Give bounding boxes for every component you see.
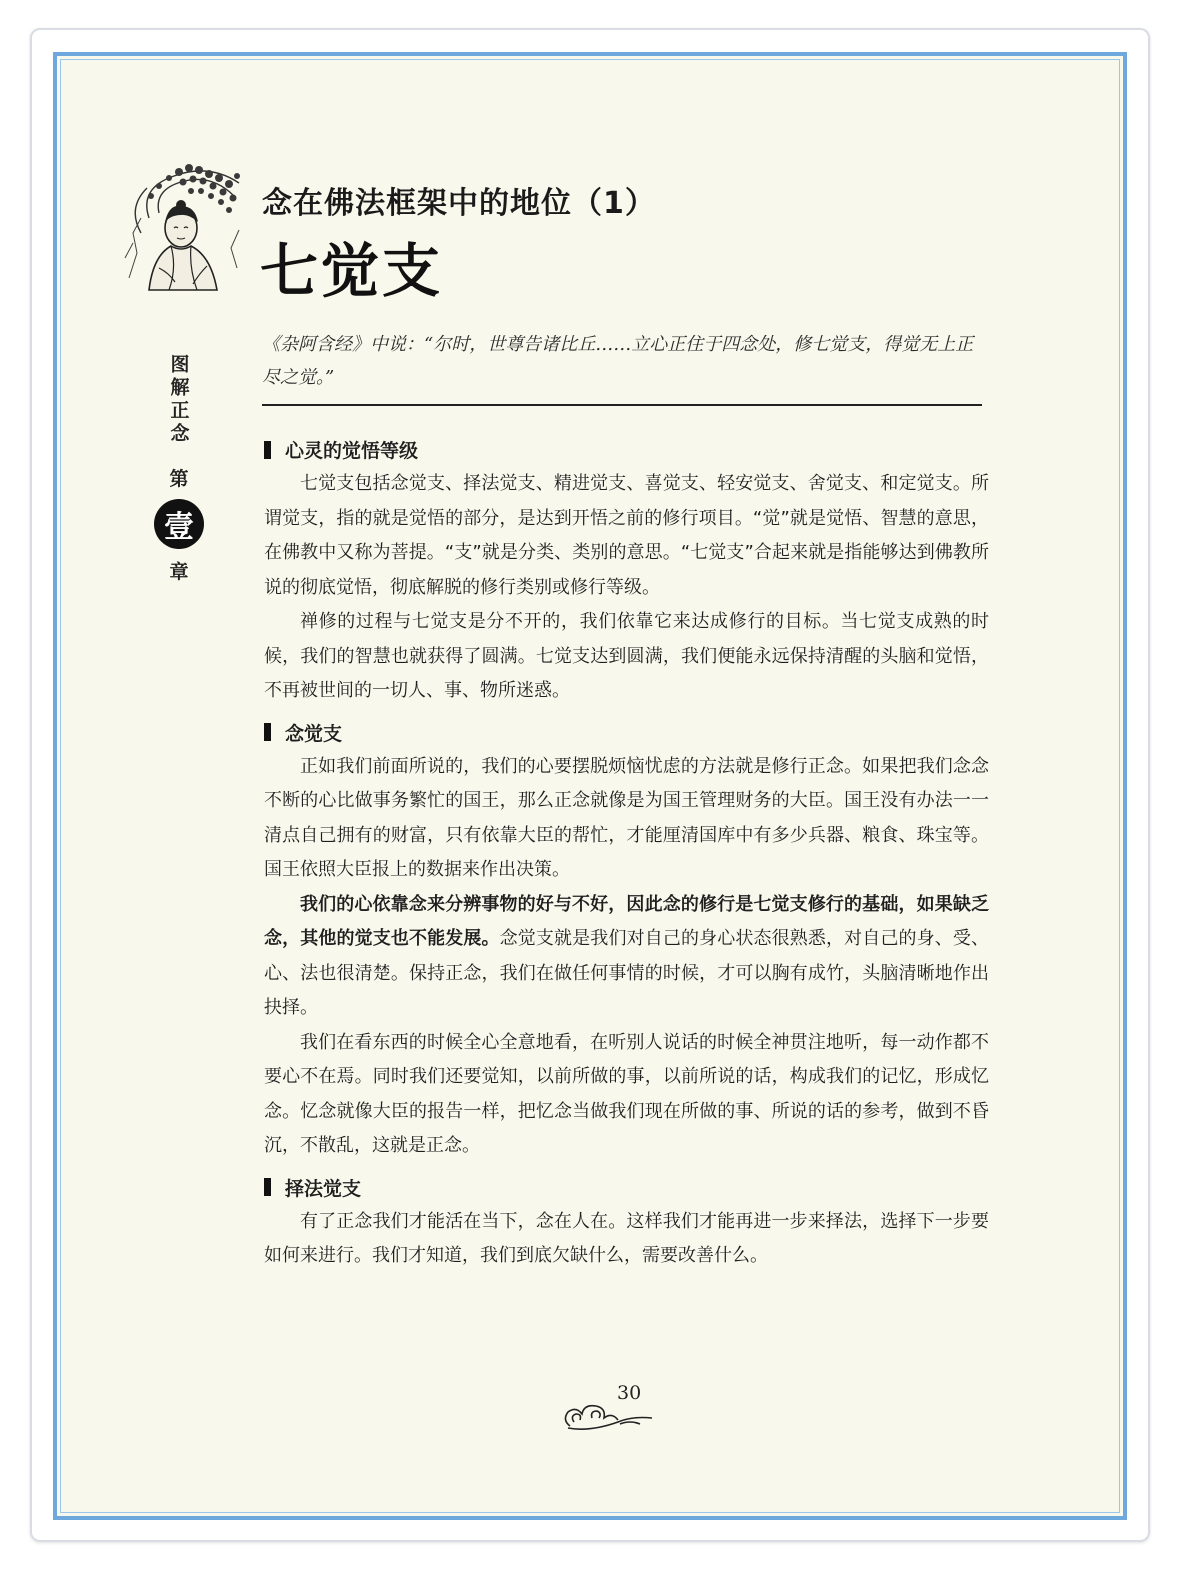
book-title-vertical: 图解正念 xyxy=(167,354,190,446)
heading-bar-icon xyxy=(264,723,271,741)
section-awakening-levels xyxy=(264,436,989,709)
chapter-prefix: 第 xyxy=(169,468,189,490)
chapter-number-badge: 壹 xyxy=(154,499,204,549)
scripture-quote: 《杂阿含经》中说：“尔时，世尊告诸比丘……立心正住于四念处，修七觉支，得觉无上正尽之觉。” xyxy=(262,334,974,388)
section-heading-text: 念觉支 xyxy=(285,722,343,745)
paragraph-rest: 念觉支就是我们对自己的身心状态很熟悉，对自己的身、受、心、法也很清楚。保持正念，我们在做任何事情的时候，才可以胸有成竹，头脑清晰地作出抉择。 xyxy=(264,928,990,1018)
heading-bar-icon xyxy=(264,1178,271,1196)
paragraph: 我们在看东西的时候全心全意地看，在听别人说话的时候全神贯注地听，每一动作都不要心不在焉。同时我们还要觉知，以前所做的事，以前所说的话，构成我们的记忆，形成忆念。忆念就像大臣的报告一样，把忆念当做我们现在所做的事、所说的话的参考，做到不昏沉，不散乱，这就是正念。 xyxy=(264,1031,989,1156)
divider xyxy=(262,404,982,406)
main-content xyxy=(264,436,989,1284)
section-heading xyxy=(264,719,989,746)
chapter-side-label xyxy=(165,354,193,584)
paragraph: 有了正念我们才能活在当下，念在人在。这样我们才能再进一步来择法，选择下一步要如何来进行。我们才知道，我们到底欠缺什么，需要改善什么。 xyxy=(264,1210,989,1266)
section-mindfulness-factor xyxy=(264,719,989,1164)
section-heading xyxy=(264,1174,989,1201)
page-number: 30 xyxy=(617,1382,642,1404)
section-investigation-factor xyxy=(264,1174,989,1274)
emphasis-paragraph xyxy=(264,888,989,1026)
section-title: 七觉支 xyxy=(260,237,444,305)
buddha-figure-illustration xyxy=(119,158,249,293)
paragraph: 七觉支包括念觉支、择法觉支、精进觉支、喜觉支、轻安觉支、舍觉支、和定觉支。所谓觉支，指的就是觉悟的部分，是达到开悟之前的修行项目。“觉”就是觉悟、智慧的意思，在佛教中又称为菩提。“支”就是分类、类别的意思。“七觉支”合起来就是指能够达到佛教所说的彻底觉悟，彻底解脱的修行类别或修行等级。 xyxy=(264,473,989,598)
book-page xyxy=(53,52,1127,1520)
auspicious-cloud-ornament xyxy=(560,1398,655,1436)
chapter-suffix: 章 xyxy=(169,561,189,583)
section-subtitle: 念在佛法框架中的地位（1） xyxy=(262,186,656,221)
section-heading xyxy=(264,436,989,463)
section-heading-text: 心灵的觉悟等级 xyxy=(285,440,419,462)
emphasis-text: 我们的心依靠念来分辨事物的好与不好，因此念的修行是七觉支修行的基础，如果缺乏念，其他的觉支也不能发展。 xyxy=(264,893,989,949)
section-heading-text: 择法觉支 xyxy=(285,1177,362,1200)
heading-bar-icon xyxy=(264,441,271,459)
paragraph: 正如我们前面所说的，我们的心要摆脱烦恼忧虑的方法就是修行正念。如果把我们念念不断的心比做事务繁忙的国王，那么正念就像是为国王管理财务的大臣。国王没有办法一一清点自己拥有的财富，只有依靠大臣的帮忙，才能厘清国库中有多少兵器、粮食、珠宝等。国王依照大臣报上的数据来作出决策。 xyxy=(264,755,989,880)
paragraph: 禅修的过程与七觉支是分不开的，我们依靠它来达成修行的目标。当七觉支成熟的时候，我们的智慧也就获得了圆满。七觉支达到圆满，我们便能永远保持清醒的头脑和觉悟，不再被世间的一切人、事、物所迷惑。 xyxy=(264,611,989,701)
